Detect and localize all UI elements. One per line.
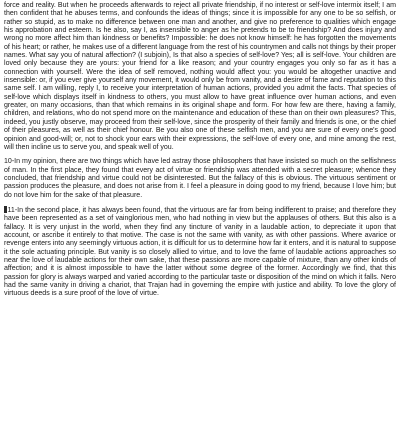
paragraph-3 xyxy=(4,206,396,299)
paragraph-3-text: 11-In the second place, it has always been found, that the virtuous are far from being indifferent to praise; and therefore they have been represented as a set of vainglorious men, who had nothing in view but the applauses of others. But this also is a fallacy. It is very unjust in the world, when they find any tincture of vanity in a laudable action, to depreciate it upon that account, or ascribe it entirely to that motive. The case is not the same with vanity, as with other passions. Where avarice or revenge enters into any seemingly virtuous action, it is difficult for us to determine how far it enters, and it is natural to suppose it the sole actuating principle. But vanity is so closely allied to virtue, and to love the fame of laudable actions approaches so near the love of laudable actions for their own sake, that these passions are more capable of mixture, than any other kinds of affection; and it is almost impossible to have the latter without some degree of the former. Accordingly we find, that this passion for glory is always warped and varied according to the particular taste or disposition of the mind on which it falls. Nero had the same vanity in driving a chariot, that Trajan had in governing the empire with justice and ability. To love the glory of virtuous deeds is a sure proof of the love of virtue. xyxy=(4,206,398,298)
paragraph-2: 10-In my opinion, there are two things which have led astray those philosophers that have insisted so much on the selfishness of man. In the first place, they found that every act of virtue or friendship was attended with a secret pleasure; whence they concluded, that friendship and virtue could not be disinterested. But the fallacy of this is obvious. The virtuous sentiment or passion produces the pleasure, and does not arise from it. I feel a pleasure in doing good to my friend, because I love him; but do not love him for the sake of that pleasure. xyxy=(4,158,398,199)
document-page xyxy=(4,2,396,441)
paragraph-1: force and reality. But when he proceeds afterwards to reject all private friendship, if no interest or self-love intermix itself; I am then confident that he abuses terms, and confounds the ideas of things; since it is impossible for any one to be so selfish, or rather so stupid, as to make no difference between one man and another, and give no preference to qualities which engage his approbation and esteem. Is he also, say I, as insensible to anger as he pretends to be to friendship? And does injury and wrong no more affect him than kindness or benefits? Impossible: he does not know himself: he has forgotten the movements of his heart; or rather, he makes use of a different language from the rest of his countrymen and calls not things by their proper names. What say you of natural affection? (I subjoin), Is that also a species of self-love? Yes; all is self-love. Your children are loved only because they are yours: your friend for a like reason; and your country engages you only so far as it has a connection with yourself. Were the idea of self removed, nothing would affect you: you would be altogether unactive and insensible: or, if you ever give yourself any movement, it would only be from vanity, and a desire of fame and reputation to this same self. I am willing, reply I, to receive your interpretation of human actions, provided you admit the facts. That species of self-love which displays itself in kindness to others, you must allow to have great influence over human actions, and even greater, on many occasions, than that which remains in its original shape and form. For how few are there, having a family, children, and relations, who do not spend more on the maintenance and education of these than on their own pleasures? This, indeed, you justly observe, may proceed from their self-love, since the prosperity of their family and friends is one, or the chief of their pleasures, as well as their chief honour. Be you also one of these selfish men, and you are sure of every one's good opinion and good-will; or, not to shock your ears with their expressions, the self-love of every one, and mine among the rest, will then incline us to serve you, and speak well of you. xyxy=(4,2,398,151)
